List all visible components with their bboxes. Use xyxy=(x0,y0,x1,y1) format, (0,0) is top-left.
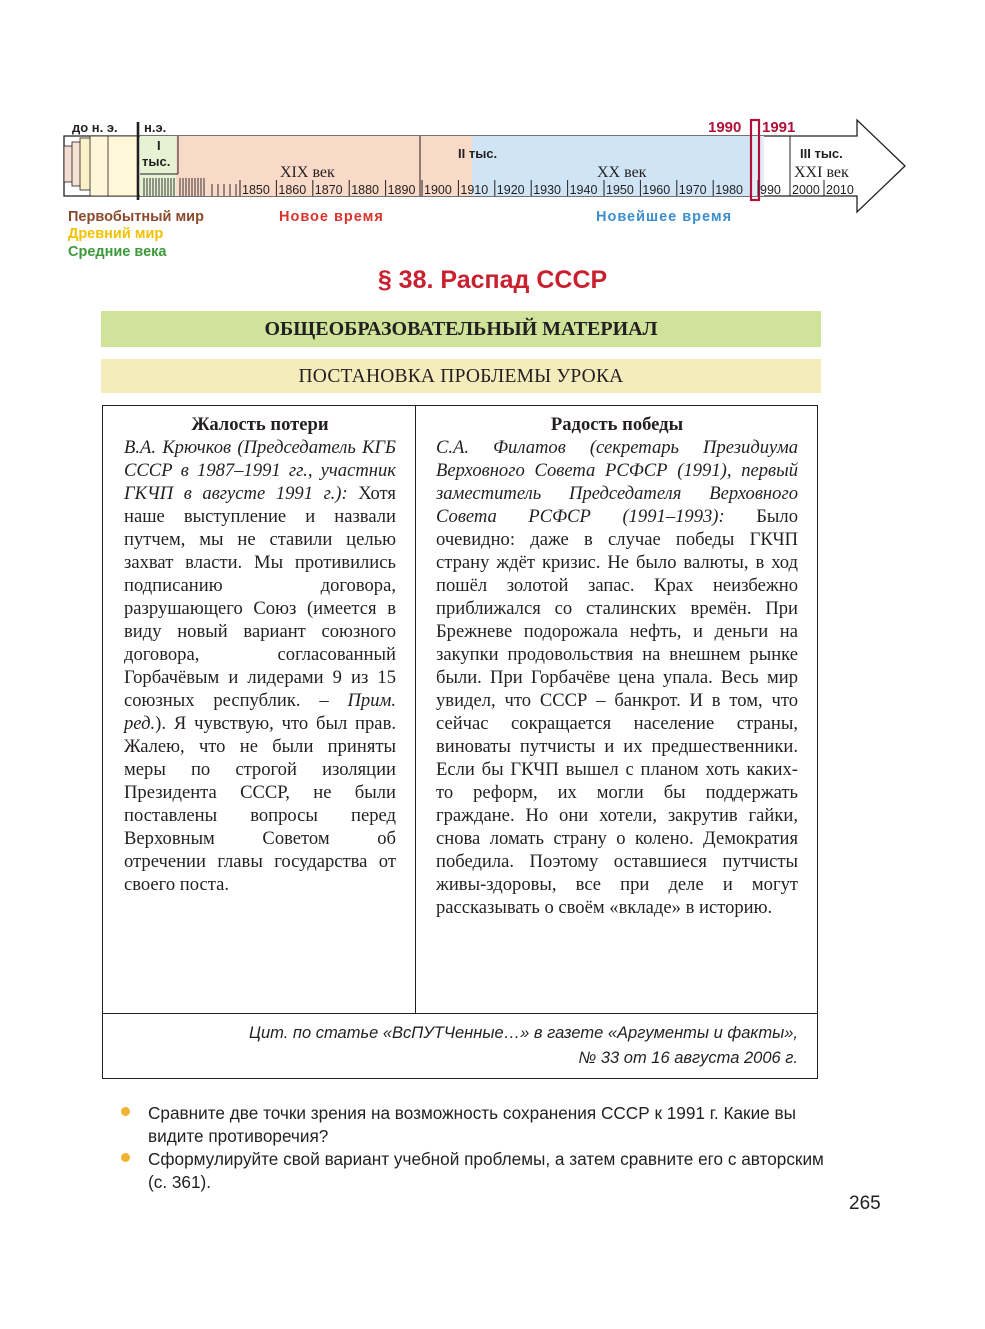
decade-label-1940: 1940 xyxy=(569,183,598,197)
decade-label-2010: 2010 xyxy=(826,183,854,197)
decade-label-1890: 1890 xyxy=(387,183,416,197)
decade-label-1950: 1950 xyxy=(606,183,634,197)
left-column-text-2: ). Я чувствую, что был прав. Жалею, что не были приняты меры по строгой изоляции Президента СССР, не были поставлены вопросы перед Верховным Советом об отречении главы государства от своего поста. xyxy=(124,713,396,895)
page-number: 265 xyxy=(849,1193,881,1214)
era-ancient-label: Древний мир xyxy=(68,226,164,242)
left-column-author: В.А. Крючков (Председатель КГБ СССР в 1987–1991 гг., участник ГКЧП в августе 1991 г.): xyxy=(124,437,396,504)
left-column-note: Прим. ред. xyxy=(124,690,397,734)
year-1991-label: 1991 xyxy=(762,119,796,136)
decade-label-1910: 1910 xyxy=(460,183,489,197)
right-column-heading: Радость победы xyxy=(550,414,684,435)
first-millennium-numeral: I xyxy=(157,138,161,153)
left-column-text-1: Хотя наше выступление и назвали путчем, мы не ставили целью захват власти. Мы противились подписанию договора, разрушающего Союз (имеется в виду новый вариант союзного договора, согласованный Горбачёвым и лидерами 9 из 15 союзных республик. – xyxy=(124,483,396,711)
bc-label: до н. э. xyxy=(72,120,118,135)
citation-line-1: Цит. по статье «ВсПУТЧенные…» в газете «Аргументы и факты», xyxy=(248,1024,798,1042)
era-modern-label: Новое время xyxy=(279,209,384,225)
century-21-label: XXI век xyxy=(794,164,849,181)
decade-label-1980: 1980 xyxy=(715,183,744,197)
right-column-text: Было очевидно: даже в случае победы ГКЧП страну ждёт кризис. Не было валюты, в ход пошёл золотой запас. Крах неизбежно приближался со сталинских времён. При Брежневе подорожала нефть, и деньги на закупки продовольствия на внешнем рынке были. При Горбачёве цена упала. Весь мир увидел, что СССР – банкрот. И в том, что сейчас сокращается население страны, виноваты путчисты и их предшественники. Если бы ГКЧП вышел с планом хоть каких-то реформ, их могли бы поддержать граждане. Но они хотели, закрутив гайки, снова ломать страну о колено. Демократия победила. Поэтому оставшиеся путчисты живы-здоровы, все при деле и могут рассказывать о своём «вкладе» в историю. xyxy=(436,506,798,918)
decade-label-1970: 1970 xyxy=(678,183,707,197)
bullet-icon xyxy=(121,1107,130,1116)
question-1: Сравните две точки зрения на возможность сохранения СССР к 1991 г. Какие вы видите противоречия? xyxy=(148,1103,796,1146)
ad-label: н.э. xyxy=(144,120,167,135)
second-millennium-label: II тыс. xyxy=(458,146,498,161)
left-column xyxy=(124,413,396,896)
decade-label-1860: 1860 xyxy=(278,183,307,197)
timeline xyxy=(60,118,910,218)
decade-label-1920: 1920 xyxy=(496,183,525,197)
right-column xyxy=(436,413,798,919)
decade-label-1960: 1960 xyxy=(642,183,671,197)
problem-statement-bar: ПОСТАНОВКА ПРОБЛЕМЫ УРОКА xyxy=(101,359,821,393)
column-divider xyxy=(415,405,416,1013)
right-column-author: С.А. Филатов (секретарь Президиума Верховного Совета РСФСР (1991), первый заместитель Председателя Верховного Совета РСФСР (1991–1993): xyxy=(436,437,798,527)
decade-label-2000: 2000 xyxy=(792,183,820,197)
decade-label-1870: 1870 xyxy=(314,183,343,197)
decade-label-1850: 1850 xyxy=(242,183,270,197)
decade-label-990: 990 xyxy=(760,183,781,197)
section-title: § 38. Распад СССР xyxy=(377,266,608,294)
citation-divider xyxy=(102,1013,818,1014)
general-material-bar: ОБЩЕОБРАЗОВАТЕЛЬНЫЙ МАТЕРИАЛ xyxy=(101,311,821,347)
decade-label-1900: 1900 xyxy=(424,183,452,197)
century-20-label: XX век xyxy=(597,164,647,181)
citation-line-2: № 33 от 16 августа 2006 г. xyxy=(578,1049,798,1067)
left-column-heading: Жалость потери xyxy=(191,414,329,435)
era-primitive-label: Первобытный мир xyxy=(68,209,204,225)
era-contemporary-label: Новейшее время xyxy=(596,209,733,225)
era-middle-ages-label: Средние века xyxy=(68,244,167,260)
bullet-icon xyxy=(121,1153,130,1162)
citation xyxy=(118,1021,798,1071)
third-millennium-label: III тыс. xyxy=(800,146,843,161)
decade-label-1930: 1930 xyxy=(533,183,562,197)
decade-label-1880: 1880 xyxy=(351,183,380,197)
first-millennium-label: тыс. xyxy=(142,154,171,169)
year-1990-label: 1990 xyxy=(708,119,742,136)
question-2: Сформулируйте свой вариант учебной проблемы, а затем сравните его с авторским (с. 361). xyxy=(148,1149,824,1192)
century-19-label: XIX век xyxy=(280,164,335,181)
